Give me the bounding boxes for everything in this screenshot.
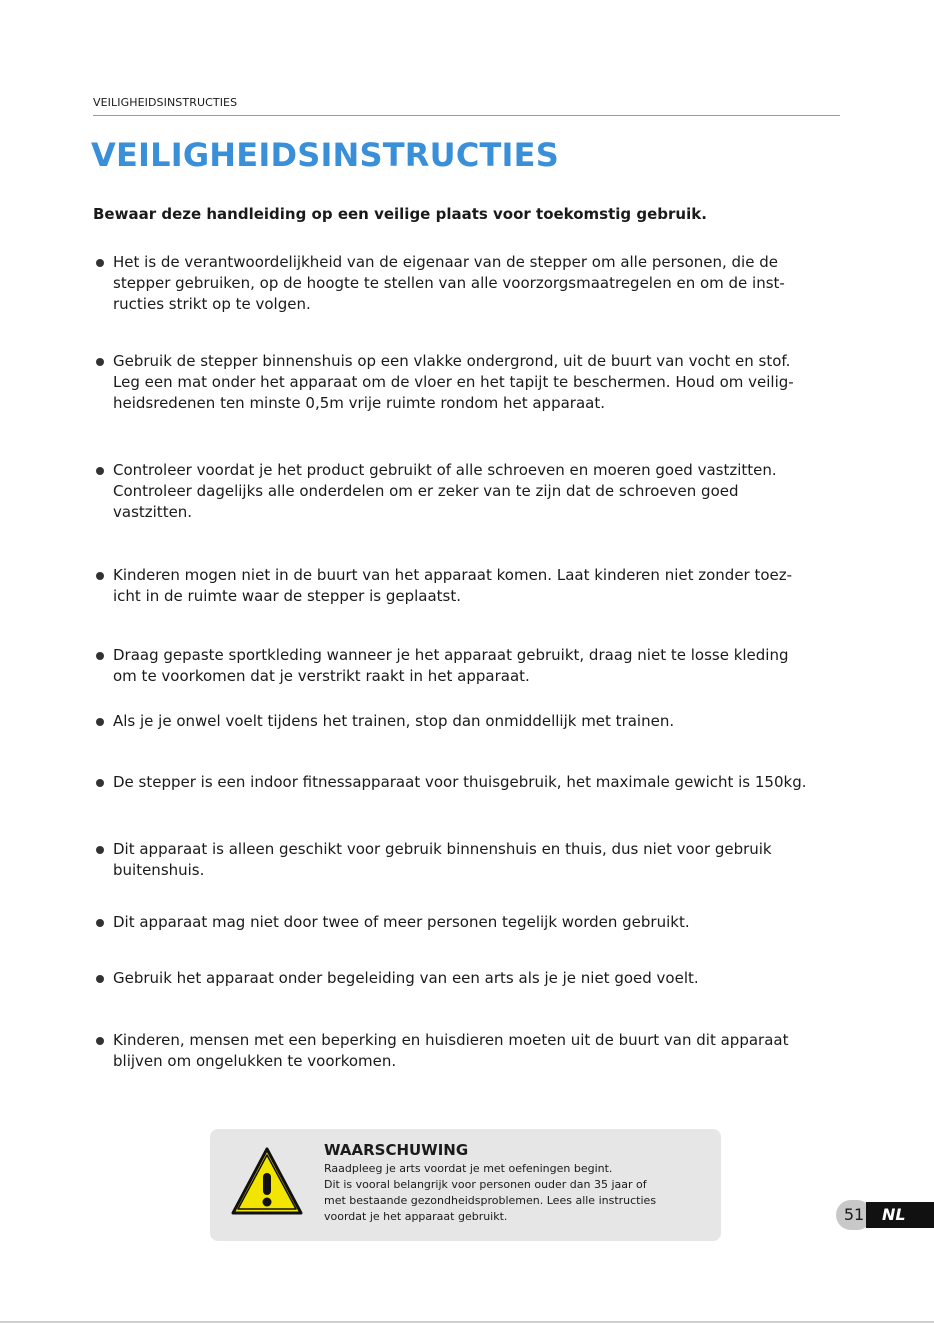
instruction-text: Dit apparaat is alleen geschikt voor gebruik binnenshuis en thuis, dus niet voor gebruik buitenshuis. <box>113 840 772 879</box>
instruction-item <box>93 252 863 315</box>
bullet-icon <box>96 919 104 927</box>
warning-text: Raadpleeg je arts voordat je met oefeningen begint. Dit is vooral belangrijk voor personen ouder dan 35 jaar of met bestaande gezondheidsproblemen. Lees alle instructies voordat je het apparaat gebruikt. <box>324 1162 657 1223</box>
page-title: VEILIGHEIDSINSTRUCTIES <box>91 136 559 174</box>
bullet-icon <box>96 718 104 726</box>
running-header: VEILIGHEIDSINSTRUCTIES <box>93 96 238 109</box>
instruction-text: Kinderen, mensen met een beperking en huisdieren moeten uit de buurt van dit apparaat blijven om ongelukken te voorkomen. <box>113 1031 789 1070</box>
bullet-icon <box>96 779 104 787</box>
instruction-item <box>93 912 863 933</box>
page-number: 51 <box>836 1200 872 1230</box>
bullet-icon <box>96 358 104 366</box>
warning-box <box>210 1129 721 1241</box>
instruction-text: Controleer voordat je het product gebruikt of alle schroeven en moeren goed vastzitten. Controleer dagelijks alle onderdelen om er zeker van te zijn dat de schroeven goed vastzitten. <box>113 461 777 521</box>
instruction-text: Gebruik het apparaat onder begeleiding van een arts als je je niet goed voelt. <box>113 969 699 987</box>
instruction-item <box>93 565 863 607</box>
bullet-icon <box>96 1037 104 1045</box>
instruction-item <box>93 351 863 414</box>
instruction-item <box>93 839 863 881</box>
warning-title: WAARSCHUWING <box>324 1141 469 1159</box>
header-divider <box>93 115 840 116</box>
instruction-item <box>93 1030 863 1072</box>
instruction-text: Het is de verantwoordelijkheid van de eigenaar van de stepper om alle personen, die de stepper gebruiken, op de hoogte te stellen van alle voorzorgsmaatregelen en om de inst- ructies strikt op te volgen. <box>113 253 785 313</box>
warning-triangle-icon <box>230 1145 304 1219</box>
instruction-text: Dit apparaat mag niet door twee of meer personen tegelijk worden gebruikt. <box>113 913 690 931</box>
instruction-item <box>93 772 863 793</box>
instruction-item <box>93 968 863 989</box>
instruction-text: Als je je onwel voelt tijdens het trainen, stop dan onmiddellijk met trainen. <box>113 712 675 730</box>
instruction-item <box>93 645 863 687</box>
bullet-icon <box>96 975 104 983</box>
instruction-text: De stepper is een indoor fitnessapparaat voor thuisgebruik, het maximale gewicht is 150kg. <box>113 773 807 791</box>
instruction-item <box>93 711 863 732</box>
bullet-icon <box>96 259 104 267</box>
bullet-icon <box>96 652 104 660</box>
language-tab: NL <box>866 1202 934 1228</box>
instruction-text: Gebruik de stepper binnenshuis op een vlakke ondergrond, uit de buurt van vocht en stof. Leg een mat onder het apparaat om de vloer en het tapijt te beschermen. Houd om veilig- heidsredenen ten minste 0,5m vrije ruimte rondom het apparaat. <box>113 352 794 412</box>
instruction-text: Kinderen mogen niet in de buurt van het apparaat komen. Laat kinderen niet zonder toez- icht in de ruimte waar de stepper is geplaatst. <box>113 566 793 605</box>
bullet-icon <box>96 467 104 475</box>
bullet-icon <box>96 846 104 854</box>
intro-text: Bewaar deze handleiding op een veilige plaats voor toekomstig gebruik. <box>93 205 707 223</box>
instruction-item <box>93 460 863 523</box>
instruction-text: Draag gepaste sportkleding wanneer je het apparaat gebruikt, draag niet te losse kleding om te voorkomen dat je verstrikt raakt in het apparaat. <box>113 646 789 685</box>
bullet-icon <box>96 572 104 580</box>
